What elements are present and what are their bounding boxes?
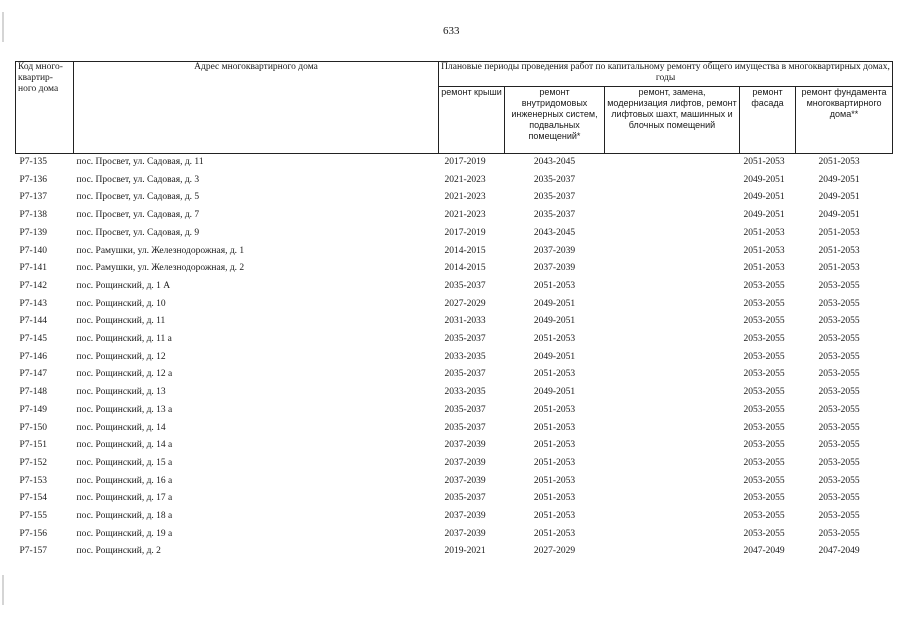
- table-row: [16, 473, 893, 491]
- roof-period: 2017-2019: [444, 157, 486, 167]
- house-code: Р7-145: [19, 334, 47, 345]
- house-code: Р7-137: [19, 192, 47, 203]
- systems-period: 2051-2053: [533, 511, 576, 522]
- house-code: Р7-143: [19, 298, 47, 309]
- header-elevators: ремонт, замена, модернизация лифтов, ремонт лифтовых шахт, машинных и блочных помещений: [605, 87, 740, 154]
- house-code: Р7-147: [19, 369, 47, 380]
- house-address: пос. Рощинский, д. 18 а: [76, 511, 173, 522]
- systems-period: 2037-2039: [533, 245, 576, 256]
- house-address: пос. Рамушки, ул. Железнодорожная, д. 1: [76, 245, 245, 256]
- roof-period: 2033-2035: [444, 351, 486, 362]
- systems-period: 2051-2053: [533, 475, 576, 486]
- elevators-period: [605, 490, 740, 508]
- house-address: пос. Рощинский, д. 1 А: [76, 280, 171, 291]
- facade-period: 2053-2055: [743, 334, 785, 345]
- house-address: пос. Рощинский, д. 11 а: [76, 334, 172, 345]
- elevators-period: [605, 189, 740, 207]
- systems-period: 2043-2045: [533, 157, 576, 167]
- roof-period: 2035-2037: [444, 493, 486, 504]
- facade-period: 2053-2055: [743, 316, 785, 327]
- systems-period: 2051-2053: [533, 457, 576, 468]
- house-address: пос. Рощинский, д. 17 а: [76, 493, 173, 504]
- house-code: Р7-146: [19, 351, 47, 362]
- house-address: пос. Рощинский, д. 13: [76, 387, 166, 398]
- table-row: [16, 349, 893, 367]
- house-code: Р7-140: [19, 245, 47, 256]
- elevators-period: [605, 349, 740, 367]
- systems-period: 2043-2045: [533, 227, 576, 238]
- facade-period: 2053-2055: [743, 351, 785, 362]
- elevators-period: [605, 420, 740, 438]
- house-address: пос. Просвет, ул. Садовая, д. 11: [76, 157, 204, 167]
- table-row: [16, 260, 893, 278]
- house-code: Р7-156: [19, 528, 47, 539]
- elevators-period: [605, 331, 740, 349]
- roof-period: 2031-2033: [444, 316, 486, 327]
- house-address: пос. Просвет, ул. Садовая, д. 7: [76, 210, 200, 221]
- house-code: Р7-151: [19, 440, 47, 451]
- facade-period: 2053-2055: [743, 475, 785, 486]
- roof-period: 2037-2039: [444, 511, 486, 522]
- house-address: пос. Рощинский, д. 2: [76, 546, 161, 557]
- table-row: [16, 313, 893, 331]
- header-periods: Плановые периоды проведения работ по капитальному ремонту общего имущества в многоквартирных домах, годы: [439, 62, 893, 87]
- systems-period: 2051-2053: [533, 334, 576, 345]
- foundation-period: 2051-2053: [818, 245, 860, 256]
- house-code: Р7-139: [19, 227, 47, 238]
- table-row: [16, 420, 893, 438]
- systems-period: 2051-2053: [533, 493, 576, 504]
- foundation-period: 2049-2051: [818, 192, 860, 203]
- facade-period: 2053-2055: [743, 387, 785, 398]
- elevators-period: [605, 402, 740, 420]
- table-row: [16, 402, 893, 420]
- house-address: пос. Рощинский, д. 10: [76, 298, 166, 309]
- elevators-period: [605, 526, 740, 544]
- roof-period: 2019-2021: [444, 546, 486, 557]
- facade-period: 2053-2055: [743, 422, 785, 433]
- foundation-period: 2049-2051: [818, 174, 860, 185]
- foundation-period: 2053-2055: [818, 493, 860, 504]
- house-code: Р7-157: [19, 546, 47, 557]
- roof-period: 2037-2039: [444, 440, 486, 451]
- roof-period: 2035-2037: [444, 280, 486, 291]
- header-systems: ремонт внутридомовых инженерных систем, подвальных помещений*: [505, 87, 605, 154]
- roof-period: 2035-2037: [444, 422, 486, 433]
- facade-period: 2047-2049: [743, 546, 785, 557]
- house-address: пос. Рощинский, д. 16 а: [76, 475, 173, 486]
- systems-period: 2051-2053: [533, 440, 576, 451]
- roof-period: 2014-2015: [444, 245, 486, 256]
- table-body: [16, 154, 893, 562]
- facade-period: 2053-2055: [743, 511, 785, 522]
- facade-period: 2053-2055: [743, 298, 785, 309]
- facade-period: 2053-2055: [743, 440, 785, 451]
- house-code: Р7-149: [19, 404, 47, 415]
- roof-period: 2021-2023: [444, 192, 486, 203]
- house-code: Р7-153: [19, 475, 47, 486]
- header-roof: ремонт крыши: [439, 87, 505, 154]
- table-row: [16, 154, 893, 172]
- house-code: Р7-138: [19, 210, 47, 221]
- table-row: [16, 366, 893, 384]
- house-address: пос. Рамушки, ул. Железнодорожная, д. 2: [76, 263, 245, 274]
- foundation-period: 2053-2055: [818, 422, 860, 433]
- systems-period: 2051-2053: [533, 404, 576, 415]
- table-row: [16, 384, 893, 402]
- systems-period: 2049-2051: [533, 387, 576, 398]
- foundation-period: 2053-2055: [818, 440, 860, 451]
- facade-period: 2053-2055: [743, 404, 785, 415]
- elevators-period: [605, 278, 740, 296]
- house-address: пос. Просвет, ул. Садовая, д. 9: [76, 227, 200, 238]
- house-address: пос. Просвет, ул. Садовая, д. 5: [76, 192, 200, 203]
- roof-period: 2021-2023: [444, 174, 486, 185]
- table-row: [16, 243, 893, 261]
- foundation-period: 2051-2053: [818, 157, 860, 167]
- house-address: пос. Просвет, ул. Садовая, д. 3: [76, 174, 200, 185]
- house-address: пос. Рощинский, д. 13 а: [76, 404, 173, 415]
- roof-period: 2027-2029: [444, 298, 486, 309]
- elevators-period: [605, 172, 740, 190]
- systems-period: 2051-2053: [533, 280, 576, 291]
- foundation-period: 2053-2055: [818, 511, 860, 522]
- foundation-period: 2047-2049: [818, 546, 860, 557]
- facade-period: 2049-2051: [743, 192, 785, 203]
- roof-period: 2017-2019: [444, 227, 486, 238]
- house-code: Р7-150: [19, 422, 47, 433]
- table-row: [16, 490, 893, 508]
- table-row: [16, 189, 893, 207]
- facade-period: 2053-2055: [743, 280, 785, 291]
- table-row: [16, 331, 893, 349]
- systems-period: 2035-2037: [533, 174, 576, 185]
- elevators-period: [605, 313, 740, 331]
- table-row: [16, 437, 893, 455]
- table-row: [16, 225, 893, 243]
- foundation-period: 2053-2055: [818, 387, 860, 398]
- facade-period: 2053-2055: [743, 457, 785, 468]
- house-code: Р7-136: [19, 174, 47, 185]
- elevators-period: [605, 243, 740, 261]
- header-code: Код много-квартир-ного дома: [16, 62, 74, 154]
- table-row: [16, 543, 893, 561]
- elevators-period: [605, 296, 740, 314]
- facade-period: 2049-2051: [743, 174, 785, 185]
- elevators-period: [605, 366, 740, 384]
- foundation-period: 2053-2055: [818, 334, 860, 345]
- house-code: Р7-144: [19, 316, 47, 327]
- house-code: Р7-155: [19, 511, 47, 522]
- scan-artifact: [2, 575, 4, 605]
- systems-period: 2027-2029: [533, 546, 576, 557]
- house-code: Р7-135: [19, 157, 47, 167]
- table-row: [16, 296, 893, 314]
- roof-period: 2037-2039: [444, 528, 486, 539]
- roof-period: 2037-2039: [444, 475, 486, 486]
- scan-artifact: [2, 12, 4, 42]
- house-address: пос. Рощинский, д. 12 а: [76, 369, 173, 380]
- foundation-period: 2053-2055: [818, 316, 860, 327]
- facade-period: 2051-2053: [743, 227, 785, 238]
- elevators-period: [605, 543, 740, 561]
- foundation-period: 2053-2055: [818, 280, 860, 291]
- house-code: Р7-152: [19, 457, 47, 468]
- systems-period: 2049-2051: [533, 298, 576, 309]
- elevators-period: [605, 384, 740, 402]
- house-code: Р7-154: [19, 493, 47, 504]
- house-code: Р7-141: [19, 263, 47, 274]
- elevators-period: [605, 455, 740, 473]
- roof-period: 2014-2015: [444, 263, 486, 274]
- house-code: Р7-148: [19, 387, 47, 398]
- foundation-period: 2053-2055: [818, 369, 860, 380]
- house-address: пос. Рощинский, д. 14 а: [76, 440, 173, 451]
- systems-period: 2051-2053: [533, 422, 576, 433]
- facade-period: 2049-2051: [743, 210, 785, 221]
- facade-period: 2051-2053: [743, 263, 785, 274]
- systems-period: 2051-2053: [533, 528, 576, 539]
- table-row: [16, 278, 893, 296]
- elevators-period: [605, 154, 740, 172]
- systems-period: 2049-2051: [533, 351, 576, 362]
- systems-period: 2051-2053: [533, 369, 576, 380]
- house-address: пос. Рощинский, д. 14: [76, 422, 166, 433]
- roof-period: 2033-2035: [444, 387, 486, 398]
- roof-period: 2035-2037: [444, 404, 486, 415]
- foundation-period: 2053-2055: [818, 404, 860, 415]
- header-foundation: ремонт фундамента многоквартирного дома**: [796, 87, 893, 154]
- header-address: Адрес многоквартирного дома: [74, 62, 439, 154]
- facade-period: 2053-2055: [743, 493, 785, 504]
- facade-period: 2053-2055: [743, 369, 785, 380]
- systems-period: 2035-2037: [533, 210, 576, 221]
- systems-period: 2037-2039: [533, 263, 576, 274]
- systems-period: 2049-2051: [533, 316, 576, 327]
- foundation-period: 2053-2055: [818, 528, 860, 539]
- facade-period: 2053-2055: [743, 528, 785, 539]
- foundation-period: 2049-2051: [818, 210, 860, 221]
- house-address: пос. Рощинский, д. 15 а: [76, 457, 173, 468]
- foundation-period: 2053-2055: [818, 457, 860, 468]
- house-address: пос. Рощинский, д. 19 а: [76, 528, 173, 539]
- table-row: [16, 172, 893, 190]
- facade-period: 2051-2053: [743, 157, 785, 167]
- table-row: [16, 455, 893, 473]
- elevators-period: [605, 207, 740, 225]
- capital-repair-table: [15, 61, 893, 561]
- roof-period: 2035-2037: [444, 369, 486, 380]
- page-number: 633: [443, 25, 460, 37]
- elevators-period: [605, 508, 740, 526]
- table-row: [16, 526, 893, 544]
- roof-period: 2035-2037: [444, 334, 486, 345]
- elevators-period: [605, 260, 740, 278]
- foundation-period: 2051-2053: [818, 263, 860, 274]
- foundation-period: 2053-2055: [818, 351, 860, 362]
- house-code: Р7-142: [19, 280, 47, 291]
- elevators-period: [605, 473, 740, 491]
- foundation-period: 2051-2053: [818, 227, 860, 238]
- foundation-period: 2053-2055: [818, 475, 860, 486]
- header-facade: ремонт фасада: [740, 87, 796, 154]
- elevators-period: [605, 437, 740, 455]
- facade-period: 2051-2053: [743, 245, 785, 256]
- house-address: пос. Рощинский, д. 12: [76, 351, 166, 362]
- systems-period: 2035-2037: [533, 192, 576, 203]
- table-row: [16, 508, 893, 526]
- table-row: [16, 207, 893, 225]
- roof-period: 2037-2039: [444, 457, 486, 468]
- header-row-top: [16, 62, 893, 87]
- roof-period: 2021-2023: [444, 210, 486, 221]
- elevators-period: [605, 225, 740, 243]
- house-address: пос. Рощинский, д. 11: [76, 316, 166, 327]
- foundation-period: 2053-2055: [818, 298, 860, 309]
